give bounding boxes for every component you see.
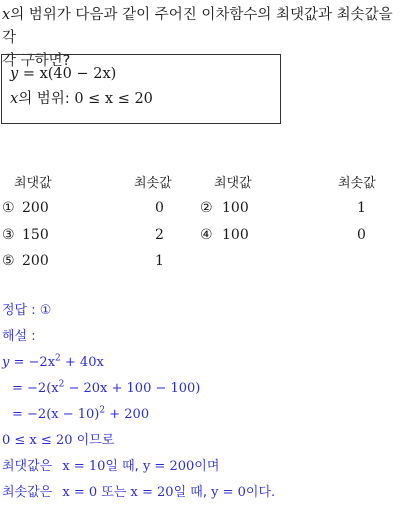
header-min-2: 최솟값	[338, 176, 376, 191]
question-line1: 의 범위가 다음과 같이 주어진 이차함수의 최댓값과 최솟값을 각	[2, 7, 393, 46]
min-line: 최솟값은 x = 0 또는 x = 20일 때, y = 0이다.	[2, 485, 276, 500]
choice-5-max: 200	[22, 253, 49, 269]
condition-range: x의 범위: 0 ≤ x ≤ 20	[10, 91, 153, 107]
choice-1-max: 200	[22, 200, 49, 216]
choice-5-min: 1	[155, 253, 164, 269]
condition-box	[1, 54, 281, 124]
question-var: x	[2, 7, 11, 23]
choice-4-mark[interactable]: ④	[200, 227, 213, 243]
header-max-1: 최댓값	[14, 176, 52, 191]
solution-block	[2, 298, 398, 506]
step-3: = $-2(x - 10)^2 + 200$	[12, 405, 150, 422]
range-line: 0 ≤ x ≤ 20 이므로	[2, 433, 115, 448]
step-1: $y = -2x^2 + 40x$	[2, 353, 104, 370]
choice-2-min: 1	[357, 200, 366, 216]
choice-3-min: 2	[155, 227, 164, 243]
choice-2-max: 100	[222, 200, 249, 216]
choice-3-mark[interactable]: ③	[2, 227, 15, 243]
choice-4-min: 0	[357, 227, 366, 243]
header-min-1: 최솟값	[134, 176, 172, 191]
choice-1-min: 0	[155, 200, 164, 216]
choice-2-mark[interactable]: ②	[200, 200, 213, 216]
choice-5-mark[interactable]: ⑤	[2, 253, 15, 269]
explanation-label: 해설 :	[2, 329, 36, 344]
step-2: = $-2(x^2 - 20x + 100 - 100)$	[12, 379, 201, 396]
choice-1-mark[interactable]: ①	[2, 200, 15, 216]
choice-3-max: 150	[22, 227, 49, 243]
answer-line: 정답 : ①	[2, 303, 52, 318]
max-line: 최댓값은 x = 10일 때, y = 200이며	[2, 459, 220, 474]
header-max-2: 최댓값	[214, 176, 252, 191]
condition-function: y = x(40 − 2x)	[10, 66, 117, 82]
choice-4-max: 100	[222, 227, 249, 243]
question-line2: 각 구하면?	[2, 53, 71, 69]
